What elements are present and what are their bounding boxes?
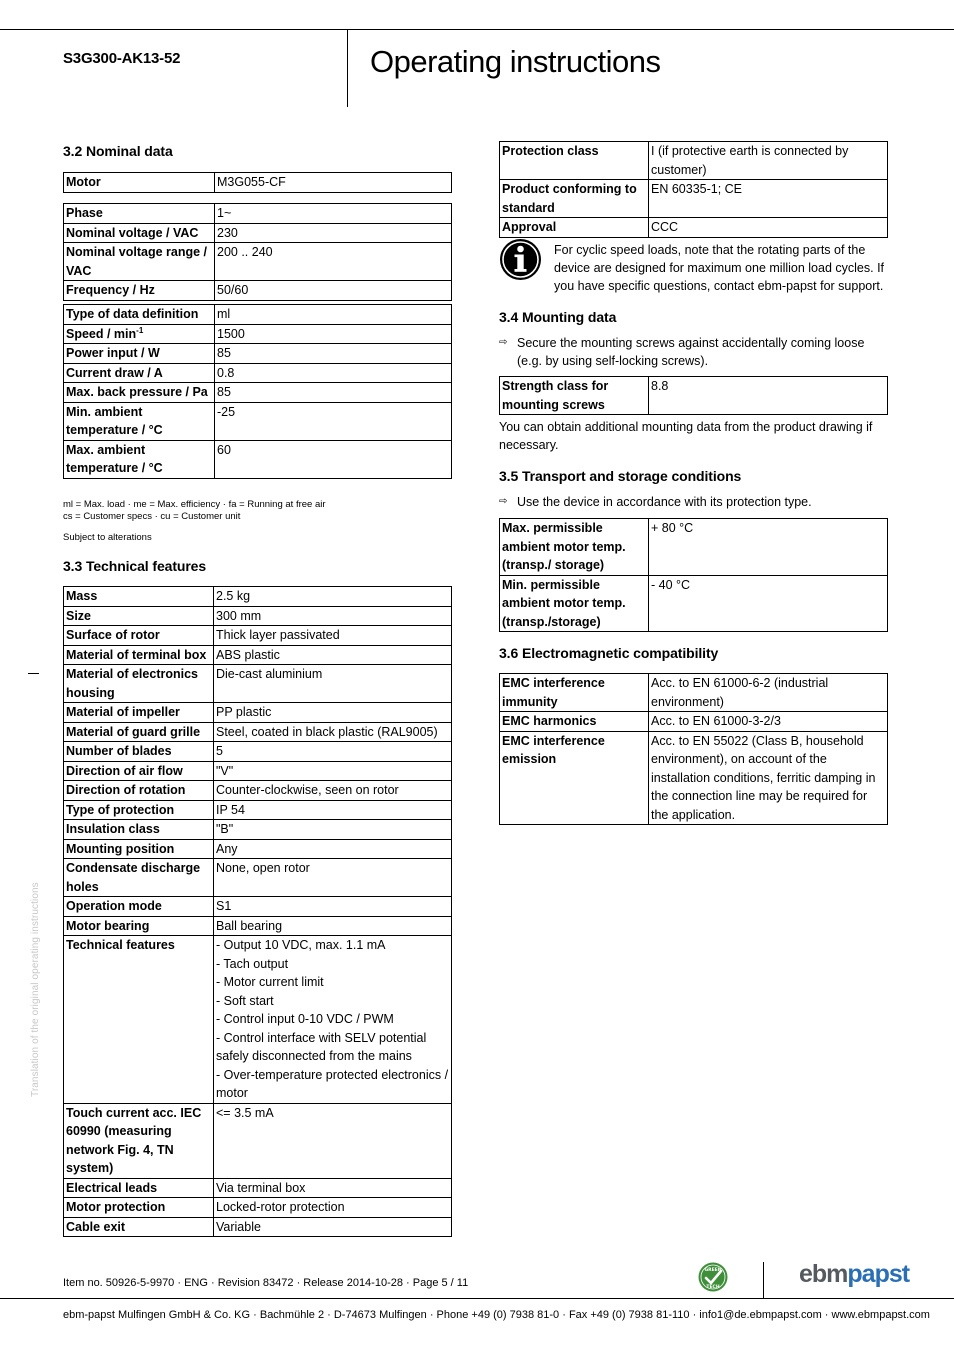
- table-row: [64, 440, 452, 478]
- table-value: - 40 °C: [649, 575, 888, 632]
- table-key: Speed / $\min^{-1}$: [64, 324, 215, 344]
- table-row: [64, 820, 452, 840]
- info-icon: [499, 238, 542, 281]
- emc-heading: 3.6 Electromagnetic compatibility: [499, 645, 719, 661]
- document-title: Operating instructions: [370, 44, 661, 79]
- table-row: [64, 916, 452, 936]
- table-key: Max. permissible ambient motor temp. (transp./ storage): [500, 519, 649, 576]
- technical-features-table: [63, 586, 452, 1237]
- table-row: [500, 712, 888, 732]
- table-key: Power input / W: [64, 344, 215, 364]
- table-value: "V": [214, 761, 452, 781]
- table-value: 85: [215, 344, 452, 364]
- mounting-table: [499, 376, 888, 415]
- header-top-rule: [0, 29, 954, 30]
- table-row: [64, 936, 452, 1104]
- table-value: "B": [214, 820, 452, 840]
- table-row: [64, 1198, 452, 1218]
- table-key: EMC harmonics: [500, 712, 649, 732]
- table-key: Number of blades: [64, 742, 214, 762]
- table-value: Acc. to EN 55022 (Class B, household environment), on account of the installation conditions, ferritic damping in the connection line may be required for the application.: [649, 731, 888, 825]
- table-value: 0.8: [215, 363, 452, 383]
- table-key: Size: [64, 606, 214, 626]
- definition-legend-1: ml = Max. load · me = Max. efficiency · fa = Running at free air: [63, 499, 326, 510]
- mounting-bullet-text: Secure the mounting screws against accidentally coming loose (e.g. by using self-locking screws).: [517, 336, 865, 368]
- item-number-line: Item no. 50926-5-9970 · ENG · Revision 83472 · Release 2014-10-28 · Page 5 / 11: [63, 1277, 469, 1289]
- table-row: [64, 1103, 452, 1178]
- table-value: ABS plastic: [214, 645, 452, 665]
- table-row: [64, 645, 452, 665]
- table-row: [64, 703, 452, 723]
- table-value: 2.5 kg: [214, 587, 452, 607]
- table-key: Nominal voltage / VAC: [64, 223, 215, 243]
- table-key: Current draw / A: [64, 363, 215, 383]
- table-row: [64, 742, 452, 762]
- table-value: Die-cast aluminium: [214, 665, 452, 703]
- table-value: 50/60: [215, 281, 452, 301]
- greentech-badge-icon: [697, 1261, 729, 1293]
- table-key: Mass: [64, 587, 214, 607]
- table-value: Variable: [214, 1217, 452, 1237]
- table-value: Acc. to EN 61000-3-2/3: [649, 712, 888, 732]
- table-value: Acc. to EN 61000-6-2 (industrial environment): [649, 674, 888, 712]
- table-value: Via terminal box: [214, 1178, 452, 1198]
- table-value: I (if protective earth is connected by customer): [649, 142, 888, 180]
- arrow-bullet-icon: ⇨: [499, 496, 508, 507]
- table-value: 1500: [215, 324, 452, 344]
- table-key: Phase: [64, 204, 215, 224]
- table-key: Protection class: [500, 142, 649, 180]
- table-key: Min. permissible ambient motor temp. (transp./storage): [500, 575, 649, 632]
- table-value: EN 60335-1; CE: [649, 180, 888, 218]
- arrow-bullet-icon: ⇨: [499, 337, 508, 348]
- table-row: [500, 218, 888, 238]
- table-key: Type of protection: [64, 800, 214, 820]
- table-key: Operation mode: [64, 897, 214, 917]
- table-key: Approval: [500, 218, 649, 238]
- table-key: Max. ambient temperature / °C: [64, 440, 215, 478]
- table-value: Counter-clockwise, seen on rotor: [214, 781, 452, 801]
- table-key: Mounting position: [64, 839, 214, 859]
- table-key: Motor bearing: [64, 916, 214, 936]
- table-key: Condensate discharge holes: [64, 859, 214, 897]
- company-address-line: ebm-papst Mulfingen GmbH & Co. KG · Bachmühle 2 · D-74673 Mulfingen · Phone +49 (0) 7938 81-0 · Fax +49 (0) 7938 81-110 · info1@de.ebmpapst.com · www.ebmpapst.com: [63, 1309, 930, 1321]
- table-row: [64, 204, 452, 224]
- table-value: IP 54: [214, 800, 452, 820]
- table-key: Material of electronics housing: [64, 665, 214, 703]
- table-row: [64, 761, 452, 781]
- nominal-values-table: [63, 304, 452, 479]
- logo-divider: [763, 1262, 764, 1298]
- table-row: [64, 324, 452, 344]
- table-key: Nominal voltage range / VAC: [64, 243, 215, 281]
- table-key: Direction of rotation: [64, 781, 214, 801]
- table-key: EMC interference emission: [500, 731, 649, 825]
- table-value: Locked-rotor protection: [214, 1198, 452, 1218]
- table-row: [500, 519, 888, 576]
- table-row: [64, 665, 452, 703]
- table-row: [64, 344, 452, 364]
- table-row: [64, 606, 452, 626]
- badge-text-bottom: TECH: [706, 1285, 720, 1290]
- table-row: [500, 575, 888, 632]
- table-value: Any: [214, 839, 452, 859]
- logo-ebm: ebm: [799, 1260, 848, 1288]
- table-key: Touch current acc. IEC 60990 (measuring network Fig. 4, TN system): [64, 1103, 214, 1178]
- protection-table: [499, 141, 888, 238]
- subject-to-alterations: Subject to alterations: [63, 532, 152, 543]
- transport-heading: 3.5 Transport and storage conditions: [499, 468, 742, 484]
- translation-sidebar-text: Translation of the original operating instructions: [30, 882, 41, 1097]
- table-value: 5: [214, 742, 452, 762]
- mounting-drawing-note: You can obtain additional mounting data from the product drawing if necessary.: [499, 420, 873, 452]
- table-row: [64, 859, 452, 897]
- table-value: CCC: [649, 218, 888, 238]
- table-row: [64, 223, 452, 243]
- transport-bullet-text: Use the device in accordance with its protection type.: [517, 495, 812, 509]
- table-value: 300 mm: [214, 606, 452, 626]
- definition-legend-2: cs = Customer specs · cu = Customer unit: [63, 511, 241, 522]
- table-value: Thick layer passivated: [214, 626, 452, 646]
- table-value: 60: [215, 440, 452, 478]
- table-row: [64, 402, 452, 440]
- table-row: [64, 722, 452, 742]
- table-value: M3G055-CF: [215, 173, 452, 193]
- table-key: Motor: [64, 173, 215, 193]
- table-row: [500, 377, 888, 415]
- table-row: [64, 281, 452, 301]
- table-value: 8.8: [649, 377, 888, 415]
- table-row: [64, 587, 452, 607]
- table-value: 200 .. 240: [215, 243, 452, 281]
- logo-papst: papst: [847, 1260, 910, 1288]
- table-value: 85: [215, 383, 452, 403]
- motor-table: [63, 172, 452, 193]
- table-value: <= 3.5 mA: [214, 1103, 452, 1178]
- emc-table: [499, 673, 888, 825]
- table-value: None, open rotor: [214, 859, 452, 897]
- table-row: [64, 305, 452, 325]
- mounting-bullet: [499, 334, 879, 370]
- ebmpapst-logo: [799, 1260, 909, 1289]
- technical-features-heading: 3.3 Technical features: [63, 558, 207, 574]
- table-value: -25: [215, 402, 452, 440]
- table-key: EMC interference immunity: [500, 674, 649, 712]
- table-row: [64, 839, 452, 859]
- table-row: [64, 781, 452, 801]
- mounting-data-heading: 3.4 Mounting data: [499, 309, 617, 325]
- table-value: 230: [215, 223, 452, 243]
- nominal-data-heading: 3.2 Nominal data: [63, 143, 173, 159]
- table-row: [500, 180, 888, 218]
- table-row: [500, 731, 888, 825]
- table-value: S1: [214, 897, 452, 917]
- phase-table: [63, 203, 452, 301]
- table-value: ml: [215, 305, 452, 325]
- footer-rule: [0, 1298, 954, 1299]
- table-row: [500, 142, 888, 180]
- table-key: Strength class for mounting screws: [500, 377, 649, 415]
- table-row: [64, 626, 452, 646]
- table-value: - Output 10 VDC, max. 1.1 mA - Tach output - Motor current limit - Soft start - Control input 0-10 VDC / PWM - Control interface with SELV potential safely disconnected from the mains - Over-temperature protected electronics / motor: [214, 936, 452, 1104]
- table-key: Product conforming to standard: [500, 180, 649, 218]
- table-key: Electrical leads: [64, 1178, 214, 1198]
- fold-mark: [28, 673, 39, 674]
- table-key: Material of impeller: [64, 703, 214, 723]
- table-key: Surface of rotor: [64, 626, 214, 646]
- transport-bullet: [499, 493, 879, 511]
- table-row: [64, 1217, 452, 1237]
- table-key: Technical features: [64, 936, 214, 1104]
- table-key: Material of terminal box: [64, 645, 214, 665]
- transport-table: [499, 518, 888, 632]
- table-value: + 80 °C: [649, 519, 888, 576]
- table-row: [64, 1178, 452, 1198]
- table-key: Type of data definition: [64, 305, 215, 325]
- table-value: Ball bearing: [214, 916, 452, 936]
- table-key: Insulation class: [64, 820, 214, 840]
- table-row: [64, 800, 452, 820]
- product-number: S3G300-AK13-52: [63, 50, 181, 67]
- table-key: Max. back pressure / Pa: [64, 383, 215, 403]
- table-key: Direction of air flow: [64, 761, 214, 781]
- badge-text-top: GREEN: [704, 1268, 722, 1273]
- table-value: Steel, coated in black plastic (RAL9005): [214, 722, 452, 742]
- table-key: Material of guard grille: [64, 722, 214, 742]
- table-value: 1~: [215, 204, 452, 224]
- table-key: Motor protection: [64, 1198, 214, 1218]
- cyclic-load-note: For cyclic speed loads, note that the rotating parts of the device are designed for maximum one million load cycles. If you have specific questions, contact ebm-papst for support.: [554, 243, 885, 293]
- header-divider: [347, 29, 348, 107]
- table-row: [64, 243, 452, 281]
- table-row: [64, 363, 452, 383]
- table-key: Min. ambient temperature / °C: [64, 402, 215, 440]
- table-key: Cable exit: [64, 1217, 214, 1237]
- table-row: [500, 674, 888, 712]
- table-row: [64, 383, 452, 403]
- table-row: [64, 897, 452, 917]
- table-value: PP plastic: [214, 703, 452, 723]
- table-row: [64, 173, 452, 193]
- table-key: Frequency / Hz: [64, 281, 215, 301]
